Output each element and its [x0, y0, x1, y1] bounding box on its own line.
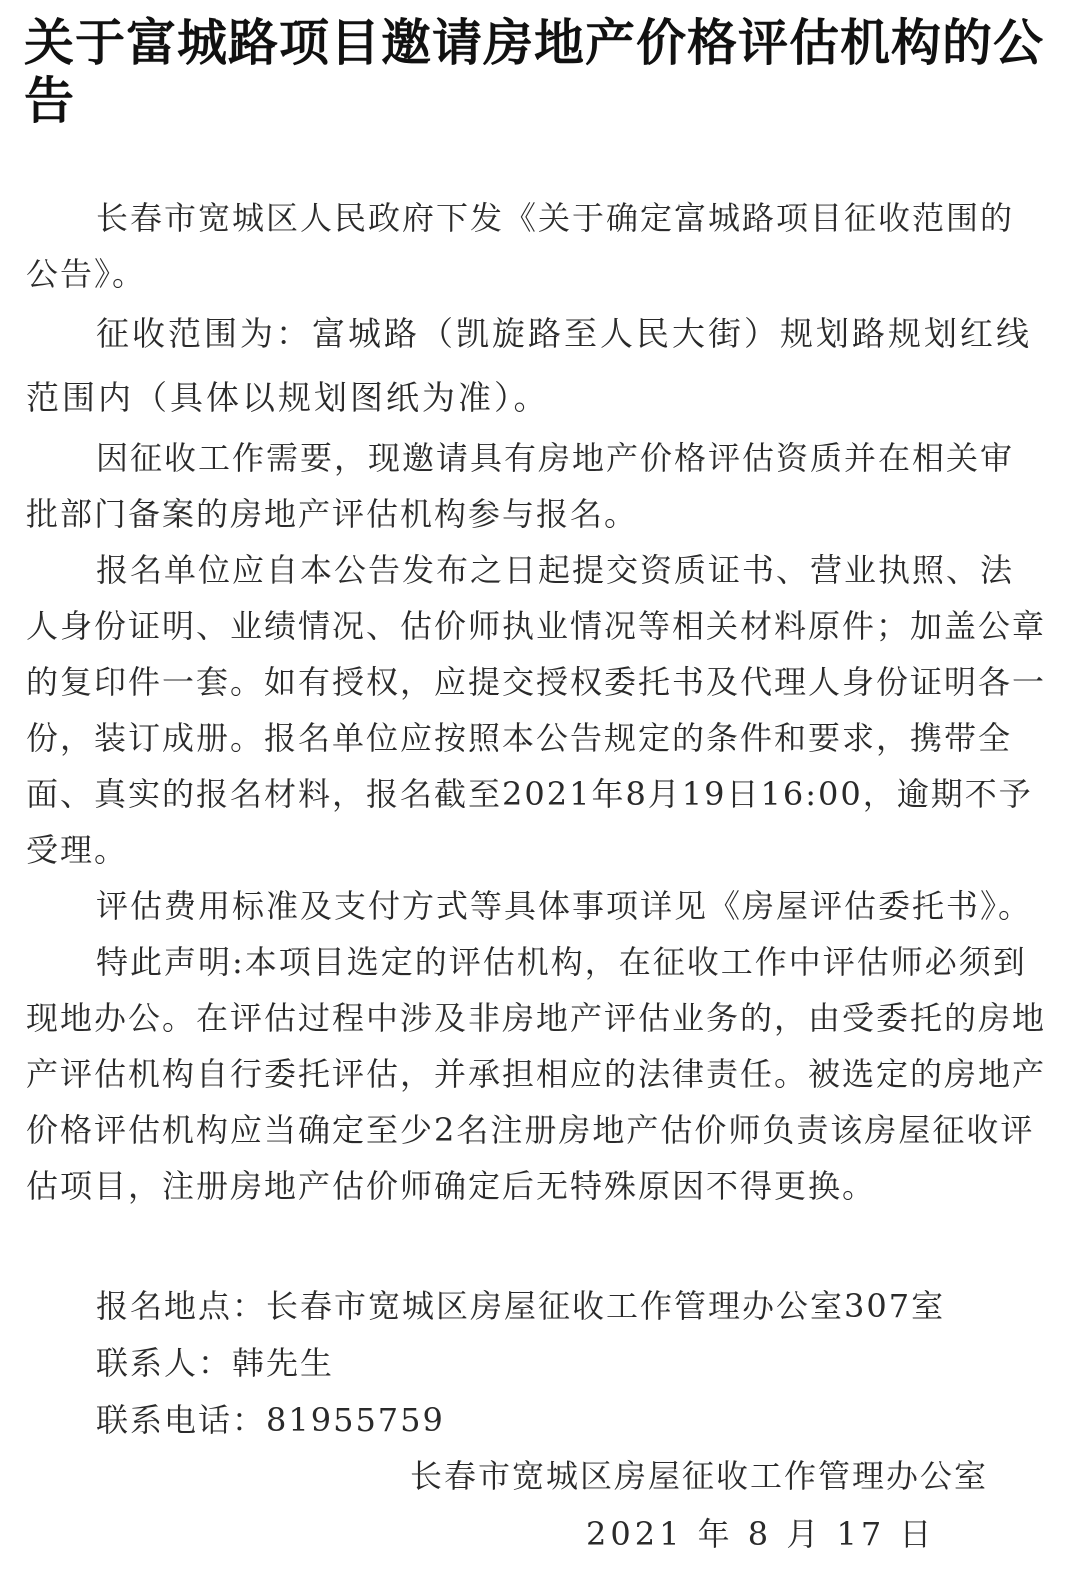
- notice-title: 关于富城路项目邀请房地产价格评估机构的公告: [24, 14, 1044, 130]
- paragraph-fees: 评估费用标准及支付方式等具体事项详见《房屋评估委托书》。: [96, 887, 1033, 925]
- registration-location: 报名地点：长春市宽城区房屋征收工作管理办公室307室: [96, 1287, 946, 1325]
- paragraph-invitation: 因征收工作需要，现邀请具有房地产价格评估资质并在相关审批部门备案的房地产评估机构参与报名。: [26, 439, 1015, 533]
- contact-phone: 联系电话：81955759: [96, 1401, 445, 1439]
- signature-organization: 长春市宽城区房屋征收工作管理办公室: [410, 1457, 989, 1495]
- notice-body: [26, 190, 1046, 1214]
- paragraph-requirements: 报名单位应自本公告发布之日起提交资质证书、营业执照、法人身份证明、业绩情况、估价师执业情况等相关材料原件；加盖公章的复印件一套。如有授权，应提交授权委托书及代理人身份证明各一份，装订成册。报名单位应按照本公告规定的条件和要求，携带全面、真实的报名材料，报名截至2021年8月19日16:00，逾期不予受理。: [26, 551, 1047, 869]
- paragraph-source: 长春市宽城区人民政府下发《关于确定富城路项目征收范围的公告》。: [26, 199, 1015, 293]
- paragraph-scope: 征收范围为：富城路（凯旋路至人民大街）规划路规划红线范围内（具体以规划图纸为准）。: [26, 314, 1032, 417]
- contact-person: 联系人：韩先生: [96, 1344, 335, 1382]
- paragraph-statement: 特此声明:本项目选定的评估机构，在征收工作中评估师必须到现地办公。在评估过程中涉及非房地产评估业务的，由受委托的房地产评估机构自行委托评估，并承担相应的法律责任。被选定的房地产价格评估机构应当确定至少2名注册房地产估价师负责该房屋征收评估项目，注册房地产估价师确定后无特殊原因不得更换。: [26, 943, 1047, 1205]
- contact-block: [96, 1278, 945, 1449]
- signature-date: 2021 年 8 月 17 日: [586, 1515, 936, 1553]
